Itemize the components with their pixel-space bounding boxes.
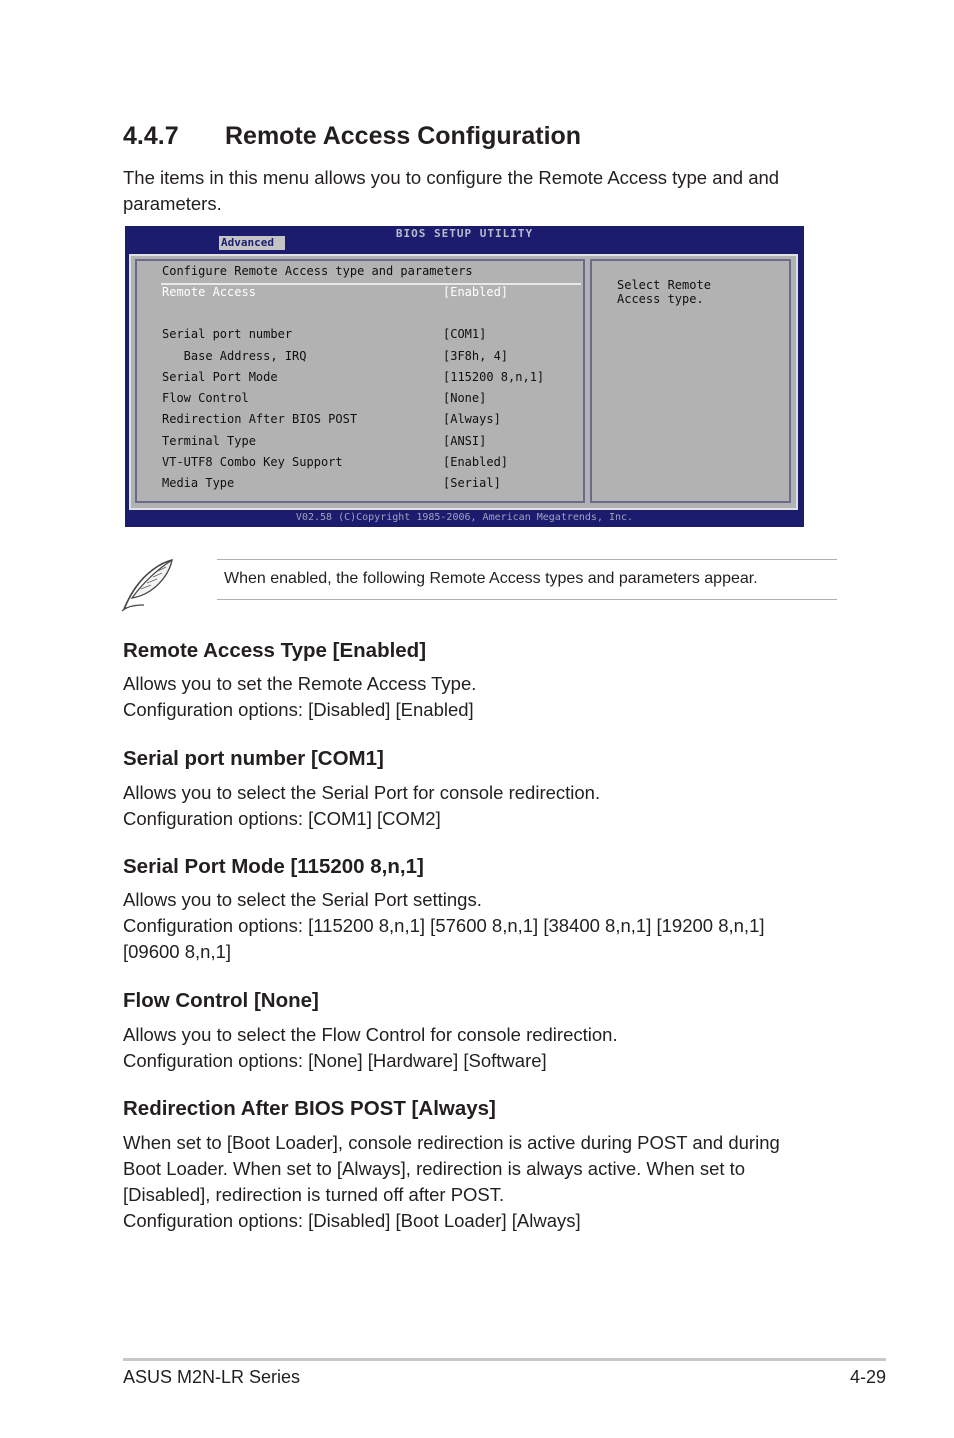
bios-row-value: [Enabled] bbox=[443, 455, 509, 469]
bios-row-value: [3F8h, 4] bbox=[443, 349, 509, 363]
item-description bbox=[123, 1130, 823, 1234]
bios-help-pane bbox=[590, 259, 791, 503]
item-heading: Serial port number [COM1] bbox=[123, 747, 384, 770]
bios-row-label: Terminal Type bbox=[162, 434, 256, 448]
item-line: Allows you to select the Flow Control for console redirection. bbox=[123, 1024, 618, 1045]
bios-row-serial-port-mode[interactable] bbox=[162, 370, 582, 388]
bios-row-label: Serial port number bbox=[162, 327, 293, 341]
item-heading: Flow Control [None] bbox=[123, 989, 319, 1012]
bios-row-label: Remote Access bbox=[162, 285, 256, 299]
bios-help-line: Select Remote bbox=[617, 278, 711, 292]
item-line: Configuration options: [115200 8,n,1] [57600 8,n,1] [38400 8,n,1] [19200 8,n,1] bbox=[123, 915, 765, 936]
intro-paragraph bbox=[123, 165, 823, 217]
bios-row-redirection[interactable] bbox=[162, 412, 582, 430]
item-heading: Remote Access Type [Enabled] bbox=[123, 639, 427, 662]
bios-footer: V02.58 (C)Copyright 1985-2006, American Megatrends, Inc. bbox=[295, 512, 634, 523]
item-heading: Redirection After BIOS POST [Always] bbox=[123, 1097, 496, 1120]
bios-row-label: Flow Control bbox=[162, 391, 249, 405]
item-description bbox=[123, 887, 823, 965]
bios-row-media-type[interactable] bbox=[162, 476, 582, 494]
item-line: Allows you to select the Serial Port settings. bbox=[123, 889, 482, 910]
section-title-text: Remote Access Configuration bbox=[225, 122, 582, 150]
bios-row-label: Media Type bbox=[162, 476, 235, 490]
bios-row-remote-access[interactable] bbox=[162, 285, 582, 303]
bios-row-base-address bbox=[162, 349, 582, 367]
bios-tab-advanced[interactable]: Advanced bbox=[219, 236, 285, 250]
feather-pen-icon bbox=[120, 557, 178, 613]
bios-row-vt-utf8[interactable] bbox=[162, 455, 582, 473]
bios-row-value: [None] bbox=[443, 391, 487, 405]
item-line: Boot Loader. When set to [Always], redirection is always active. When set to bbox=[123, 1158, 746, 1179]
item-description bbox=[123, 671, 823, 723]
bios-title: BIOS SETUP UTILITY bbox=[395, 227, 534, 240]
bios-row-label: Redirection After BIOS POST bbox=[162, 412, 358, 426]
bios-row-terminal-type[interactable] bbox=[162, 434, 582, 452]
bios-pane-heading: Configure Remote Access type and parameters bbox=[162, 264, 473, 278]
bios-row-value: [Always] bbox=[443, 412, 501, 426]
item-line: [Disabled], redirection is turned off after POST. bbox=[123, 1184, 505, 1205]
item-description bbox=[123, 780, 823, 832]
bios-row-value: [COM1] bbox=[443, 327, 487, 341]
page-number: 4-29 bbox=[849, 1367, 886, 1387]
footer-divider bbox=[123, 1358, 886, 1361]
bios-screenshot bbox=[125, 226, 804, 527]
bios-row-value: [115200 8,n,1] bbox=[443, 370, 545, 384]
note-divider-bottom bbox=[217, 599, 837, 600]
bios-row-value: [Serial] bbox=[443, 476, 501, 490]
bios-row-label: VT-UTF8 Combo Key Support bbox=[162, 455, 343, 469]
item-line: Configuration options: [None] [Hardware] [Software] bbox=[123, 1050, 547, 1071]
item-line: Allows you to set the Remote Access Type. bbox=[123, 673, 477, 694]
bios-row-flow-control[interactable] bbox=[162, 391, 582, 409]
bios-help-line: Access type. bbox=[617, 292, 704, 306]
bios-help-text bbox=[617, 278, 711, 306]
note-divider-top bbox=[217, 559, 837, 560]
bios-row-label: Serial Port Mode bbox=[162, 370, 278, 384]
bios-settings-pane bbox=[135, 259, 585, 503]
section-number: 4.4.7 bbox=[123, 122, 179, 150]
item-line: When set to [Boot Loader], console redirection is active during POST and during bbox=[123, 1132, 780, 1153]
bios-row-value: [Enabled] bbox=[443, 285, 509, 299]
intro-line: parameters. bbox=[123, 193, 222, 214]
item-description bbox=[123, 1022, 823, 1074]
note-text: When enabled, the following Remote Access types and parameters appear. bbox=[224, 570, 758, 587]
item-line: Configuration options: [COM1] [COM2] bbox=[123, 808, 441, 829]
intro-line: The items in this menu allows you to configure the Remote Access type and and bbox=[123, 167, 780, 188]
bios-row-serial-port-number[interactable] bbox=[162, 327, 582, 345]
item-line: Allows you to select the Serial Port for console redirection. bbox=[123, 782, 601, 803]
item-line: Configuration options: [Disabled] [Enabled] bbox=[123, 699, 474, 720]
bios-row-value: [ANSI] bbox=[443, 434, 487, 448]
item-line: Configuration options: [Disabled] [Boot Loader] [Always] bbox=[123, 1210, 581, 1231]
footer-product: ASUS M2N-LR Series bbox=[123, 1367, 301, 1387]
item-line: [09600 8,n,1] bbox=[123, 941, 232, 962]
item-heading: Serial Port Mode [115200 8,n,1] bbox=[123, 855, 424, 878]
section-title bbox=[123, 122, 581, 151]
bios-panel bbox=[129, 254, 798, 510]
bios-row-label: Base Address, IRQ bbox=[162, 349, 307, 363]
